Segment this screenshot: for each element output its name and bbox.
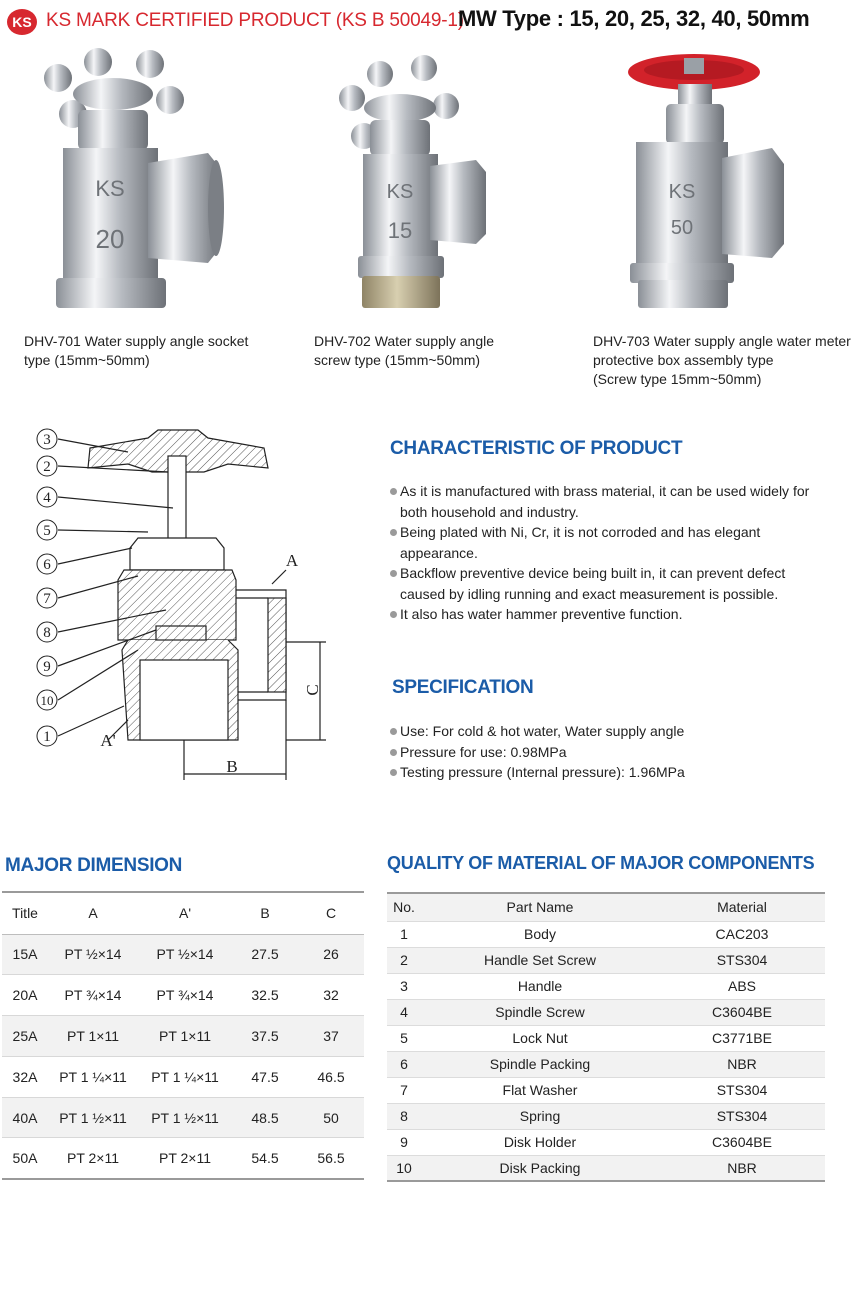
table-cell: 46.5	[298, 1056, 364, 1097]
specification-heading: SPECIFICATION	[392, 677, 534, 698]
table-cell: Flat Washer	[421, 1077, 659, 1103]
table-cell: 54.5	[232, 1138, 298, 1179]
table-row	[2, 1016, 364, 1057]
list-item: As it is manufactured with brass material, it can be used widely for both household and industry.	[388, 481, 848, 522]
list-item: Use: For cold & hot water, Water supply angle	[388, 721, 848, 742]
table-cell: Disk Holder	[421, 1129, 659, 1155]
product-caption	[593, 332, 851, 389]
product-caption	[314, 332, 494, 370]
caption-line: screw type (15mm~50mm)	[314, 352, 481, 368]
table-cell: PT ¾×14	[138, 975, 232, 1016]
dimension-table	[2, 891, 364, 1180]
part-label-8: 8	[43, 625, 51, 641]
table-cell: 50	[298, 1097, 364, 1138]
table-cell: 27.5	[232, 934, 298, 975]
valve-socket-image	[28, 48, 248, 318]
dim-a-prime-label: A'	[100, 731, 116, 750]
caption-line: protective box assembly type	[593, 352, 774, 368]
product-caption	[24, 332, 248, 370]
table-cell: PT 1 ½×11	[138, 1097, 232, 1138]
column-header: A	[48, 892, 138, 934]
table-cell: PT 1×11	[48, 1016, 138, 1057]
column-header: A'	[138, 892, 232, 934]
table-cell: 15A	[2, 934, 48, 975]
dimension-heading: MAJOR DIMENSION	[5, 855, 183, 876]
table-cell: 32.5	[232, 975, 298, 1016]
table-cell: 7	[387, 1077, 421, 1103]
product-dhv-702	[314, 48, 518, 368]
svg-text:KS: KS	[386, 181, 414, 203]
table-cell: PT 1×11	[138, 1016, 232, 1057]
product-dhv-701	[24, 48, 249, 368]
materials-heading: QUALITY OF MATERIAL OF MAJOR COMPONENTS	[387, 853, 815, 873]
materials-table	[387, 892, 825, 1182]
table-cell: 6	[387, 1051, 421, 1077]
column-header: Part Name	[421, 893, 659, 921]
table-row	[387, 921, 825, 947]
page-header	[0, 0, 860, 44]
table-cell: ABS	[659, 973, 825, 999]
table-cell: 25A	[2, 1016, 48, 1057]
product-dhv-703	[593, 48, 851, 387]
dim-c-label: C	[303, 684, 322, 696]
table-cell: 2	[387, 947, 421, 973]
table-cell: 40A	[2, 1097, 48, 1138]
table-cell: Spindle Packing	[421, 1051, 659, 1077]
table-cell: 37.5	[232, 1016, 298, 1057]
table-cell: 26	[298, 934, 364, 975]
caption-line: type (15mm~50mm)	[24, 352, 150, 368]
table-cell: CAC203	[659, 921, 825, 947]
table-cell: 3	[387, 973, 421, 999]
column-header: No.	[387, 893, 421, 921]
table-cell: PT 1 ¼×11	[138, 1056, 232, 1097]
part-label-2: 2	[43, 459, 51, 475]
table-cell: Lock Nut	[421, 1025, 659, 1051]
svg-text:20: 20	[95, 224, 125, 254]
part-label-9: 9	[43, 659, 51, 675]
table-cell: PT 2×11	[138, 1138, 232, 1179]
table-cell: Handle	[421, 973, 659, 999]
svg-text:50: 50	[670, 217, 694, 239]
table-header-row	[2, 892, 364, 934]
table-cell: Handle Set Screw	[421, 947, 659, 973]
table-cell: STS304	[659, 947, 825, 973]
table-cell: 56.5	[298, 1138, 364, 1179]
table-cell: PT ½×14	[48, 934, 138, 975]
caption-line: DHV-703 Water supply angle water meter	[593, 333, 851, 349]
valve-cross-section-diagram	[28, 420, 358, 790]
ks-mark-logo-icon	[6, 8, 38, 36]
table-cell: NBR	[659, 1051, 825, 1077]
table-row	[387, 999, 825, 1025]
table-row	[2, 1097, 364, 1138]
part-label-3: 3	[43, 432, 51, 448]
caption-line: DHV-702 Water supply angle	[314, 333, 495, 349]
table-cell: STS304	[659, 1103, 825, 1129]
table-row	[387, 947, 825, 973]
table-header-row	[387, 893, 825, 921]
table-row	[387, 1155, 825, 1181]
table-cell: C3771BE	[659, 1025, 825, 1051]
table-cell: C3604BE	[659, 999, 825, 1025]
table-cell: 20A	[2, 975, 48, 1016]
part-label-10: 10	[40, 693, 54, 708]
table-row	[387, 1051, 825, 1077]
column-header: B	[232, 892, 298, 934]
table-cell: NBR	[659, 1155, 825, 1181]
svg-text:KS: KS	[12, 14, 32, 30]
table-row	[2, 934, 364, 975]
caption-line: DHV-701 Water supply angle socket	[24, 333, 249, 349]
dim-a-label: A	[285, 551, 299, 570]
table-cell: PT 2×11	[48, 1138, 138, 1179]
part-label-4: 4	[43, 490, 51, 506]
list-item: It also has water hammer preventive function.	[388, 604, 848, 625]
table-cell: Disk Packing	[421, 1155, 659, 1181]
table-row	[2, 1138, 364, 1179]
part-label-6: 6	[43, 557, 51, 573]
specification-list	[388, 721, 848, 783]
part-label-5: 5	[43, 523, 51, 539]
table-row	[387, 1077, 825, 1103]
table-cell: PT 1 ½×11	[48, 1097, 138, 1138]
dim-b-label: B	[226, 757, 238, 776]
table-row	[387, 1025, 825, 1051]
list-item: Testing pressure (Internal pressure): 1.96MPa	[388, 762, 848, 783]
table-row	[2, 1056, 364, 1097]
table-cell: 4	[387, 999, 421, 1025]
table-cell: C3604BE	[659, 1129, 825, 1155]
column-header: C	[298, 892, 364, 934]
table-cell: 50A	[2, 1138, 48, 1179]
svg-text:KS: KS	[668, 181, 696, 203]
column-header: Title	[2, 892, 48, 934]
caption-line: (Screw type 15mm~50mm)	[593, 371, 762, 387]
part-label-7: 7	[43, 591, 51, 607]
svg-text:KS: KS	[95, 176, 125, 201]
list-item: Backflow preventive device being built in, it can prevent defect caused by idling running and exact measurement is possible.	[388, 563, 848, 604]
part-label-1: 1	[43, 729, 51, 745]
table-cell: 48.5	[232, 1097, 298, 1138]
table-row	[2, 975, 364, 1016]
table-cell: 10	[387, 1155, 421, 1181]
table-row	[387, 973, 825, 999]
valve-screw-image	[318, 48, 518, 318]
table-cell: Spring	[421, 1103, 659, 1129]
table-cell: Body	[421, 921, 659, 947]
table-cell: PT 1 ¼×11	[48, 1056, 138, 1097]
table-cell: 32	[298, 975, 364, 1016]
list-item: Pressure for use: 0.98MPa	[388, 742, 848, 763]
table-row	[387, 1103, 825, 1129]
table-cell: 9	[387, 1129, 421, 1155]
table-cell: PT ¾×14	[48, 975, 138, 1016]
table-cell: Spindle Screw	[421, 999, 659, 1025]
table-cell: 47.5	[232, 1056, 298, 1097]
table-row	[387, 1129, 825, 1155]
mw-type-label: MW Type : 15, 20, 25, 32, 40, 50mm	[458, 6, 810, 31]
list-item: Being plated with Ni, Cr, it is not corroded and has elegant appearance.	[388, 522, 848, 563]
svg-text:15: 15	[387, 218, 413, 243]
table-cell: 32A	[2, 1056, 48, 1097]
characteristic-heading: CHARACTERISTIC OF PRODUCT	[390, 438, 683, 459]
characteristic-list	[388, 481, 848, 625]
valve-meter-box-image	[596, 48, 796, 318]
column-header: Material	[659, 893, 825, 921]
table-cell: 1	[387, 921, 421, 947]
table-cell: 8	[387, 1103, 421, 1129]
table-cell: PT ½×14	[138, 934, 232, 975]
table-cell: STS304	[659, 1077, 825, 1103]
table-cell: 37	[298, 1016, 364, 1057]
page-title: KS MARK CERTIFIED PRODUCT (KS B 50049-1)	[46, 10, 464, 31]
table-cell: 5	[387, 1025, 421, 1051]
